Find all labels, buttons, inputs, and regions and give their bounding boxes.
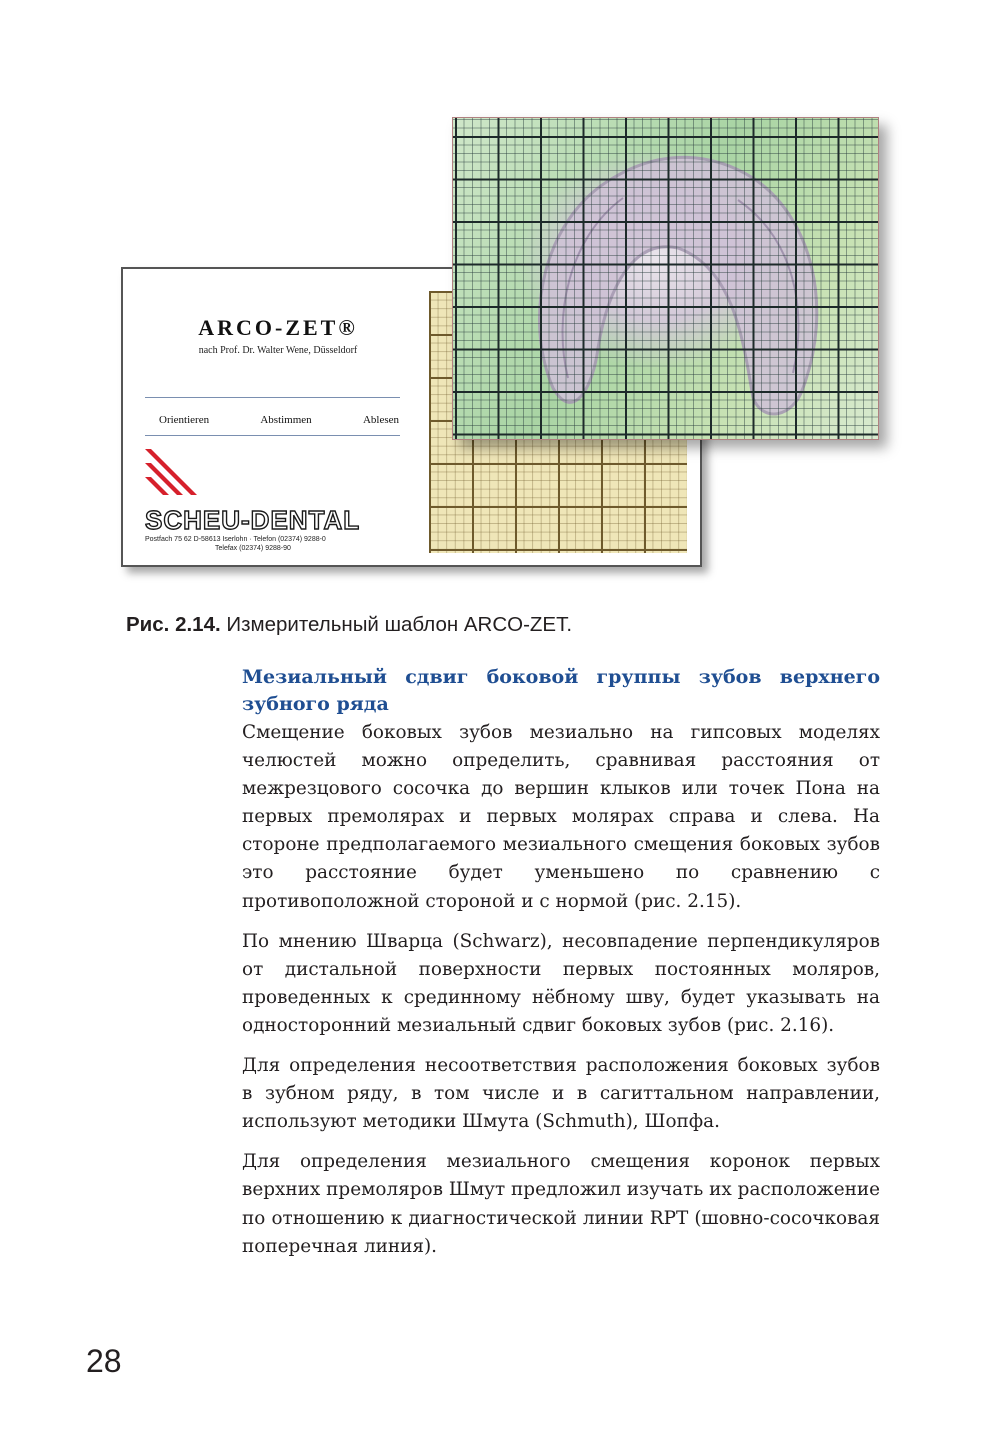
card-step-read: Ablesen <box>362 414 399 426</box>
card-address-line2: Telefax (02374) 9288-90 <box>215 545 291 552</box>
caption-text: Измерительный шаблон ARCO-ZET. <box>226 613 573 636</box>
card-steps <box>159 414 399 426</box>
card-step-adjust: Abstimmen <box>260 414 312 426</box>
photo-measurement-grid <box>453 118 878 439</box>
card-address <box>145 535 415 553</box>
dental-cast-photo <box>452 117 879 440</box>
card-step-orient: Orientieren <box>159 414 210 426</box>
card-address-line1: Postfach 75 62 D-58613 Iserlohn · Telefon (02374) 9288-0 <box>145 536 326 543</box>
scheu-dental-logo-icon <box>145 449 201 499</box>
text-column <box>242 664 880 1273</box>
card-brand: ARCO-ZET® <box>198 315 358 340</box>
section-heading: Мезиальный сдвиг боковой группы зубов верхнего зубного ряда <box>242 666 880 715</box>
paragraph-3: Для определения несоответствия расположения боковых зубов в зубном ряду, в том числе и в сагиттальном направлении, используют методики Шмута (Schmuth), Шопфа. <box>242 1055 880 1133</box>
paragraph-2: По мнению Шварца (Schwarz), несовпадение перпендикуляров от дистальной поверхности первых постоянных моляров, проведенных к срединному нёбному шву, будет указывать на односторонний мезиальный сдвиг боковых зубов (рис. 2.16). <box>242 930 880 1036</box>
caption-label: Рис. 2.14. <box>126 613 221 636</box>
figure-arco-zet <box>0 0 1000 600</box>
card-divider-bottom <box>145 435 400 436</box>
paragraph-4: Для определения мезиального смещения коронок первых верхних премоляров Шмут предложил изучать их расположение по отношению к диагностической линии RPT (шовно-сосочковая поперечная линия). <box>242 1151 880 1257</box>
paragraph-1: Смещение боковых зубов мезиально на гипсовых моделях челюстей можно определить, сравнивая расстояния от межрезцового сосочка до вершин клыков или точек Пона на первых премолярах и первых молярах справа и слева. На стороне предполагаемого мезиального смещения боковых зубов это расстояние будет уменьшено по сравнению с противоположной стороной и с нормой (рис. 2.15). <box>242 722 880 912</box>
card-divider-top <box>145 397 400 398</box>
scheu-dental-wordmark: SCHEU-DENTAL <box>145 505 361 535</box>
figure-caption <box>126 613 886 637</box>
page-number: 28 <box>86 1343 122 1379</box>
card-subtitle: nach Prof. Dr. Walter Wene, Düsseldorf <box>198 345 358 356</box>
